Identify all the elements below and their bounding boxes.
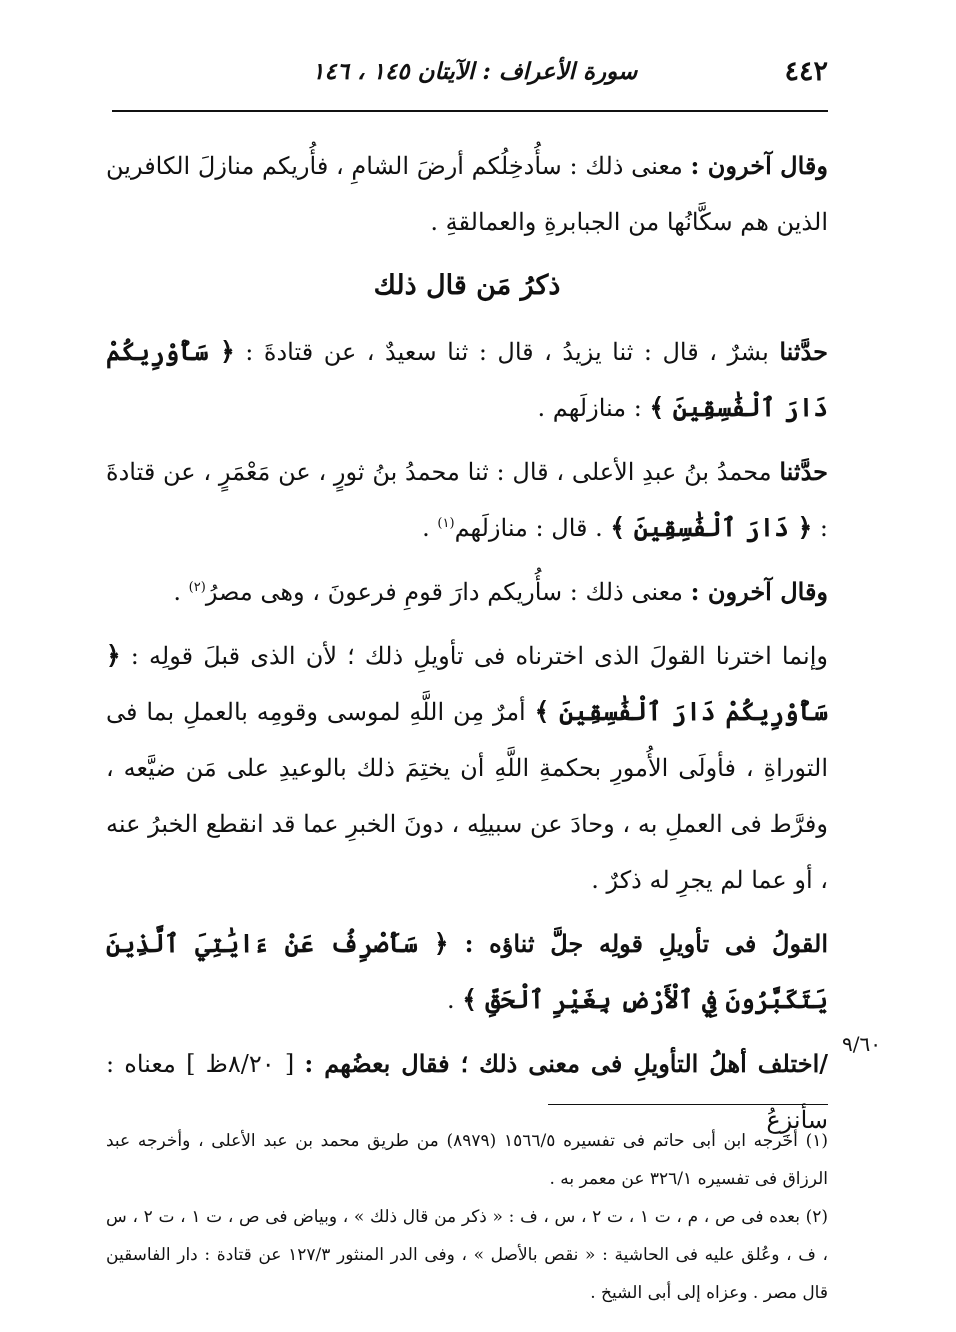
paragraph-text: وإنما اخترنا القولَ الذى اخترناه فى تأويلِ ذلك ؛ لأن الذى قبلَ قولِه : bbox=[120, 642, 828, 670]
paragraph-1 bbox=[106, 138, 828, 250]
footnote-1: (١) أخرجه ابن أبى حاتم فى تفسيره ١٥٦٦/٥ (٨٩٧٩) من طريق محمد بن عبد الأعلى ، وأخرجه عبد الرزاق فى تفسيره ٣٢٦/١ عن معمر به . bbox=[106, 1131, 828, 1189]
paragraph-lead: وقال آخرون : bbox=[690, 151, 828, 180]
paragraph-lead: حدَّثنا bbox=[779, 337, 828, 366]
header-rule bbox=[112, 110, 828, 112]
paragraph-text: معنى ذلك : سأُريكم دارَ قومِ فرعونَ ، وهى مصرُ bbox=[205, 578, 691, 606]
paragraph-text: : منازلَهم . bbox=[537, 394, 650, 422]
footnotes bbox=[106, 1122, 828, 1312]
paragraph-lead: /اختلف أهلُ التأويلِ فى معنى ذلك ؛ فقال بعضُهم : bbox=[304, 1049, 829, 1078]
quran-verse: ﴿ سَأُوْرِيكُمْ دَارَ ٱلْفَٰسِقِينَ ﴾ bbox=[106, 641, 828, 726]
paragraph-text: [ ٨/٢٠ظ ] معناه : سأنزِعُ bbox=[106, 1050, 828, 1134]
paragraph-text: معنى ذلك : سأُدخِلُكم أرضَ الشامِ ، فأُريكم منازلَ الكافرين الذين هم سكَّانُها من الجبابرةِ والعمالقةِ . bbox=[106, 152, 828, 236]
main-text bbox=[106, 138, 828, 1156]
paragraph-2 bbox=[106, 324, 828, 436]
paragraph-text: . bbox=[422, 514, 438, 542]
section-heading: ذكرُ مَن قال ذلك bbox=[373, 270, 561, 301]
quran-verse: ﴿ دَارَ ٱلْفَٰسِقِينَ ﴾ bbox=[610, 513, 813, 542]
paragraph-text: . bbox=[173, 578, 189, 606]
paragraph-text: . bbox=[446, 986, 463, 1014]
quran-verse: ﴿ سَأُوْرِيكُمْ دَارَ ٱلْفَٰسِقِينَ ﴾ bbox=[106, 337, 828, 422]
paragraph-text: . قال : منازلَهم bbox=[454, 514, 611, 542]
running-title: سورة الأعراف : الآيتان ١٤٥ ، ١٤٦ bbox=[312, 58, 638, 85]
footnote-rule bbox=[548, 1104, 828, 1105]
paragraph-6 bbox=[106, 916, 828, 1028]
footnote-reference-1[interactable]: (١) bbox=[437, 516, 455, 531]
paragraph-5 bbox=[106, 628, 828, 908]
footnote-reference-2[interactable]: (٢) bbox=[188, 580, 206, 595]
page-header bbox=[112, 56, 828, 104]
quran-verse: ﴿ سَأَصْرِفُ عَنْ ءَايَٰتِيَ ٱلَّذِينَ يَتَكَبَّرُونَ فِي ٱلْأَرْضِ بِغَيْرِ ٱلْحَقِّ ﴾ bbox=[106, 929, 828, 1014]
footnote-2: (٢) بعده فى ص ، م ، ت ١ ، ت ٢ ، س ، ف : « ذكر من قال ذلك » ، وبياض فى ص ، ت ١ ، ت ٢ ، س ، ف ، وعُلق عليه فى الحاشية : « نقص بالأصل » ، وفى الدر المنثور ١٢٧/٣ عن قتادة : دار الفاسقين قال مصر . وعزاه إلى أبى الشيخ . bbox=[106, 1207, 829, 1303]
paragraph-lead: حدَّثنا bbox=[779, 457, 829, 486]
paragraph-lead: القولُ فى تأويلِ قولِه جلَّ ثناؤه : bbox=[464, 929, 829, 958]
paragraph-text: أمرٌ مِن اللَّهِ لموسى وقومِه بالعملِ بما فى التوراةِ ، فأولَى الأُمورِ بحكمةِ اللَّهِ أن يختِمَ ذلك بالوعيدِ على مَن ضيَّعه ، وفرَّط فى العملِ به ، وحادَ عن سبيلِه ، دونَ الخبرِ عما قد انقطع الخبرُ عنه ، أو عما لم يجرِ له ذكرٌ . bbox=[106, 698, 828, 894]
margin-reference: ٩/٦٠ bbox=[842, 1032, 881, 1056]
paragraph-lead: وقال آخرون : bbox=[690, 577, 828, 606]
page-number: ٤٤٢ bbox=[784, 56, 828, 87]
paragraph-text: بشرٌ ، قال : ثنا يزيدُ ، قال : ثنا سعيدٌ ، عن قتادةَ : bbox=[234, 338, 780, 366]
paragraph-4 bbox=[106, 564, 828, 620]
paragraph-3 bbox=[106, 444, 828, 556]
paragraph-text: محمدُ بنُ عبدِ الأعلى ، قال : ثنا محمدُ بنُ ثورٍ ، عن مَعْمَرٍ ، عن قتادةَ : bbox=[106, 458, 828, 542]
